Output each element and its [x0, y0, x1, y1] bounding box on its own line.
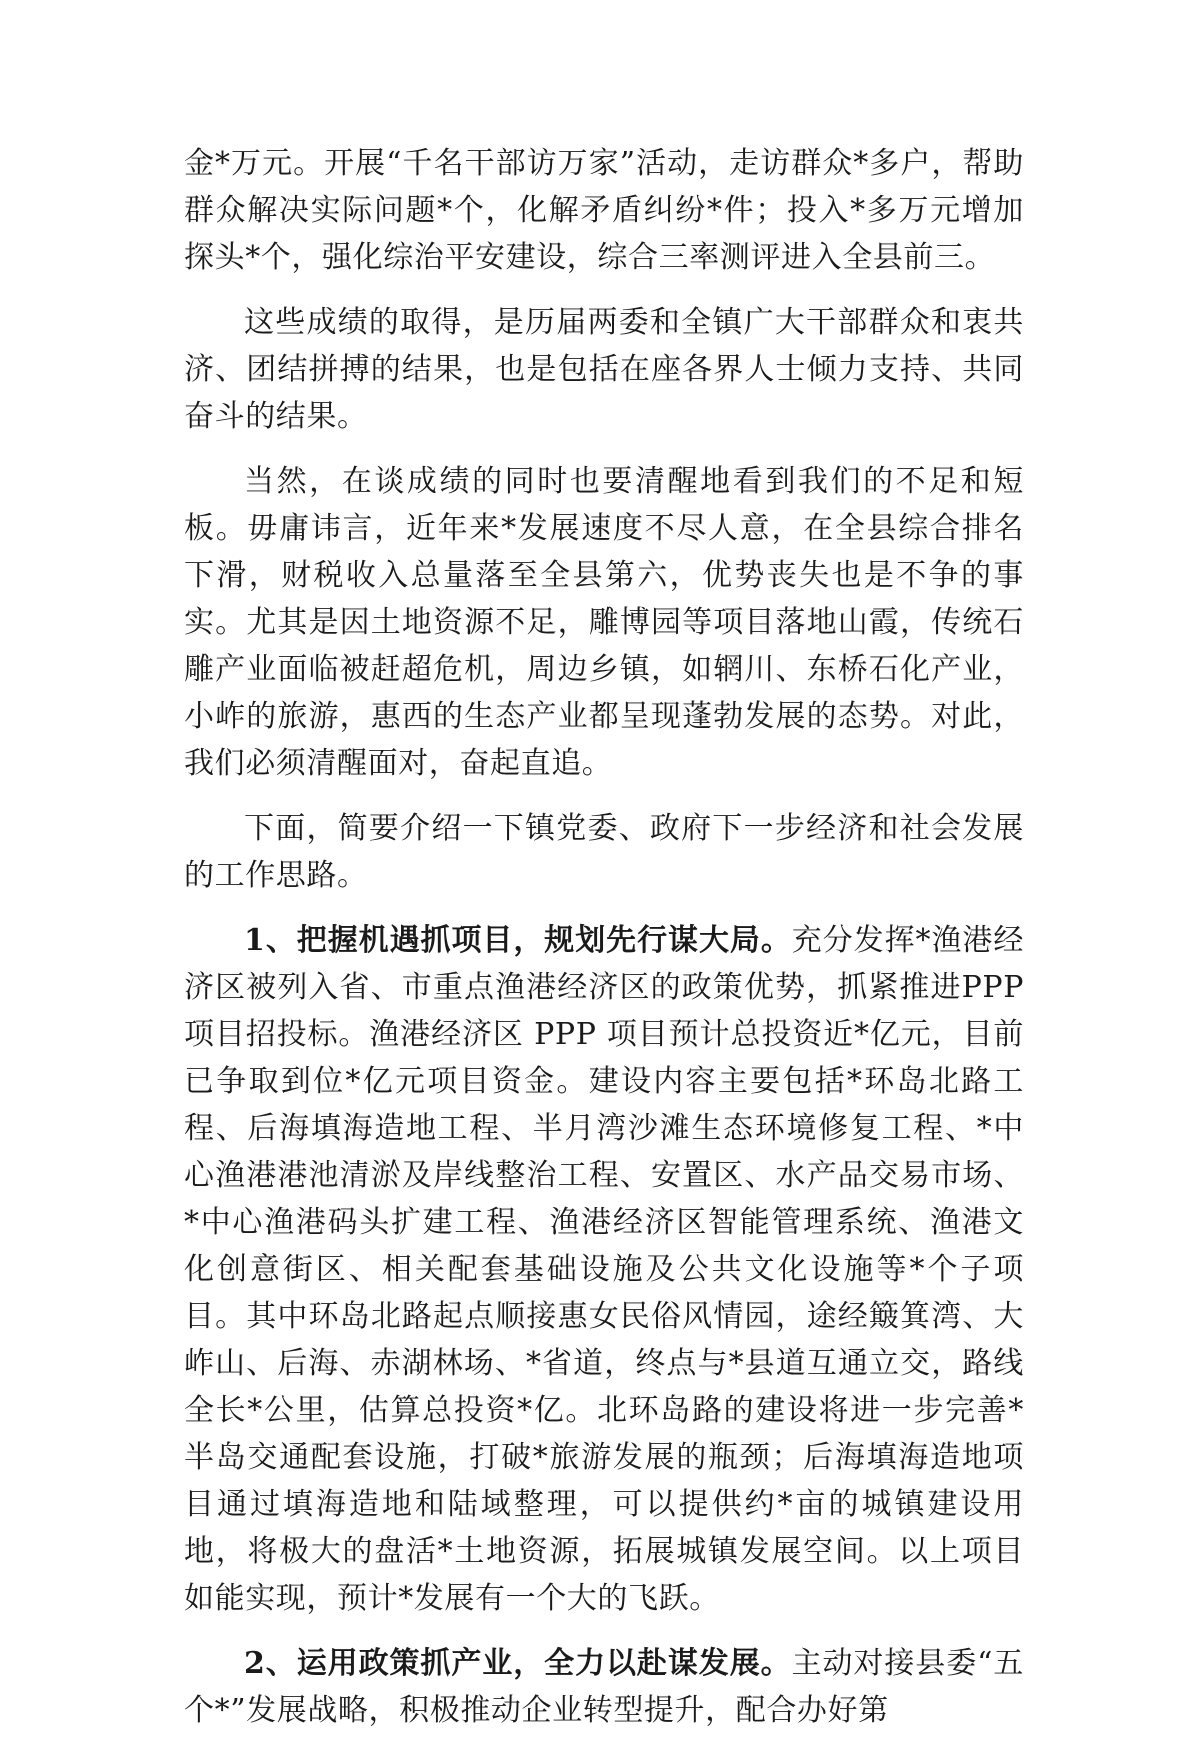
paragraph-2-text: 这些成绩的取得，是历届两委和全镇广大干部群众和衷共济、团结拼搏的结果，也是包括在座各界人士倾力支持、共同奋斗的结果。: [184, 305, 1024, 434]
paragraph-6: [184, 1640, 1024, 1734]
paragraph-6-heading: 2、运用政策抓产业，全力以赴谋发展。: [244, 1646, 792, 1681]
paragraph-5-heading: 1、把握机遇抓项目，规划先行谋大局。: [244, 923, 792, 958]
paragraph-4: [184, 805, 1024, 899]
paragraph-3: [184, 458, 1024, 787]
paragraph-5: [184, 917, 1024, 1622]
paragraph-5-text: 充分发挥*渔港经济区被列入省、市重点渔港经济区的政策优势，抓紧推进PPP 项目招投标。渔港经济区 PPP 项目预计总投资近*亿元，目前已争取到位*亿元项目资金。建设内容主要包括*环岛北路工程、后海填海造地工程、半月湾沙滩生态环境修复工程、*中心渔港港池清淤及岸线整治工程、安置区、水产品交易市场、*中心渔港码头扩建工程、渔港经济区智能管理系统、渔港文化创意街区、相关配套基础设施及公共文化设施等*个子项目。其中环岛北路起点顺接惠女民俗风情园，途经簸箕湾、大岞山、后海、赤湖林场、*省道，终点与*县道互通立交，路线全长*公里，估算总投资*亿。北环岛路的建设将进一步完善*半岛交通配套设施，打破*旅游发展的瓶颈；后海填海造地项目通过填海造地和陆域整理，可以提供约*亩的城镇建设用地，将极大的盘活*土地资源，拓展城镇发展空间。以上项目如能实现，预计*发展有一个大的飞跃。: [184, 923, 1024, 1616]
document-body: [184, 140, 1024, 1752]
paragraph-1-text: 金*万元。开展“千名干部访万家”活动，走访群众*多户，帮助群众解决实际问题*个，化解矛盾纠纷*件；投入*多万元增加探头*个，强化综治平安建设，综合三率测评进入全县前三。: [184, 146, 1024, 275]
paragraph-2: [184, 299, 1024, 440]
paragraph-1: [184, 140, 1024, 281]
paragraph-6-text: 主动对接县委“五个*”发展战略，积极推动企业转型提升，配合办好第: [184, 1646, 1024, 1728]
paragraph-3-text: 当然，在谈成绩的同时也要清醒地看到我们的不足和短板。毋庸讳言，近年来*发展速度不尽人意，在全县综合排名下滑，财税收入总量落至全县第六，优势丧失也是不争的事实。尤其是因土地资源不足，雕博园等项目落地山霞，传统石雕产业面临被赶超危机，周边乡镇，如辋川、东桥石化产业，小岞的旅游，惠西的生态产业都呈现蓬勃发展的态势。对此，我们必须清醒面对，奋起直追。: [184, 464, 1024, 781]
paragraph-4-text: 下面，简要介绍一下镇党委、政府下一步经济和社会发展的工作思路。: [184, 811, 1024, 893]
